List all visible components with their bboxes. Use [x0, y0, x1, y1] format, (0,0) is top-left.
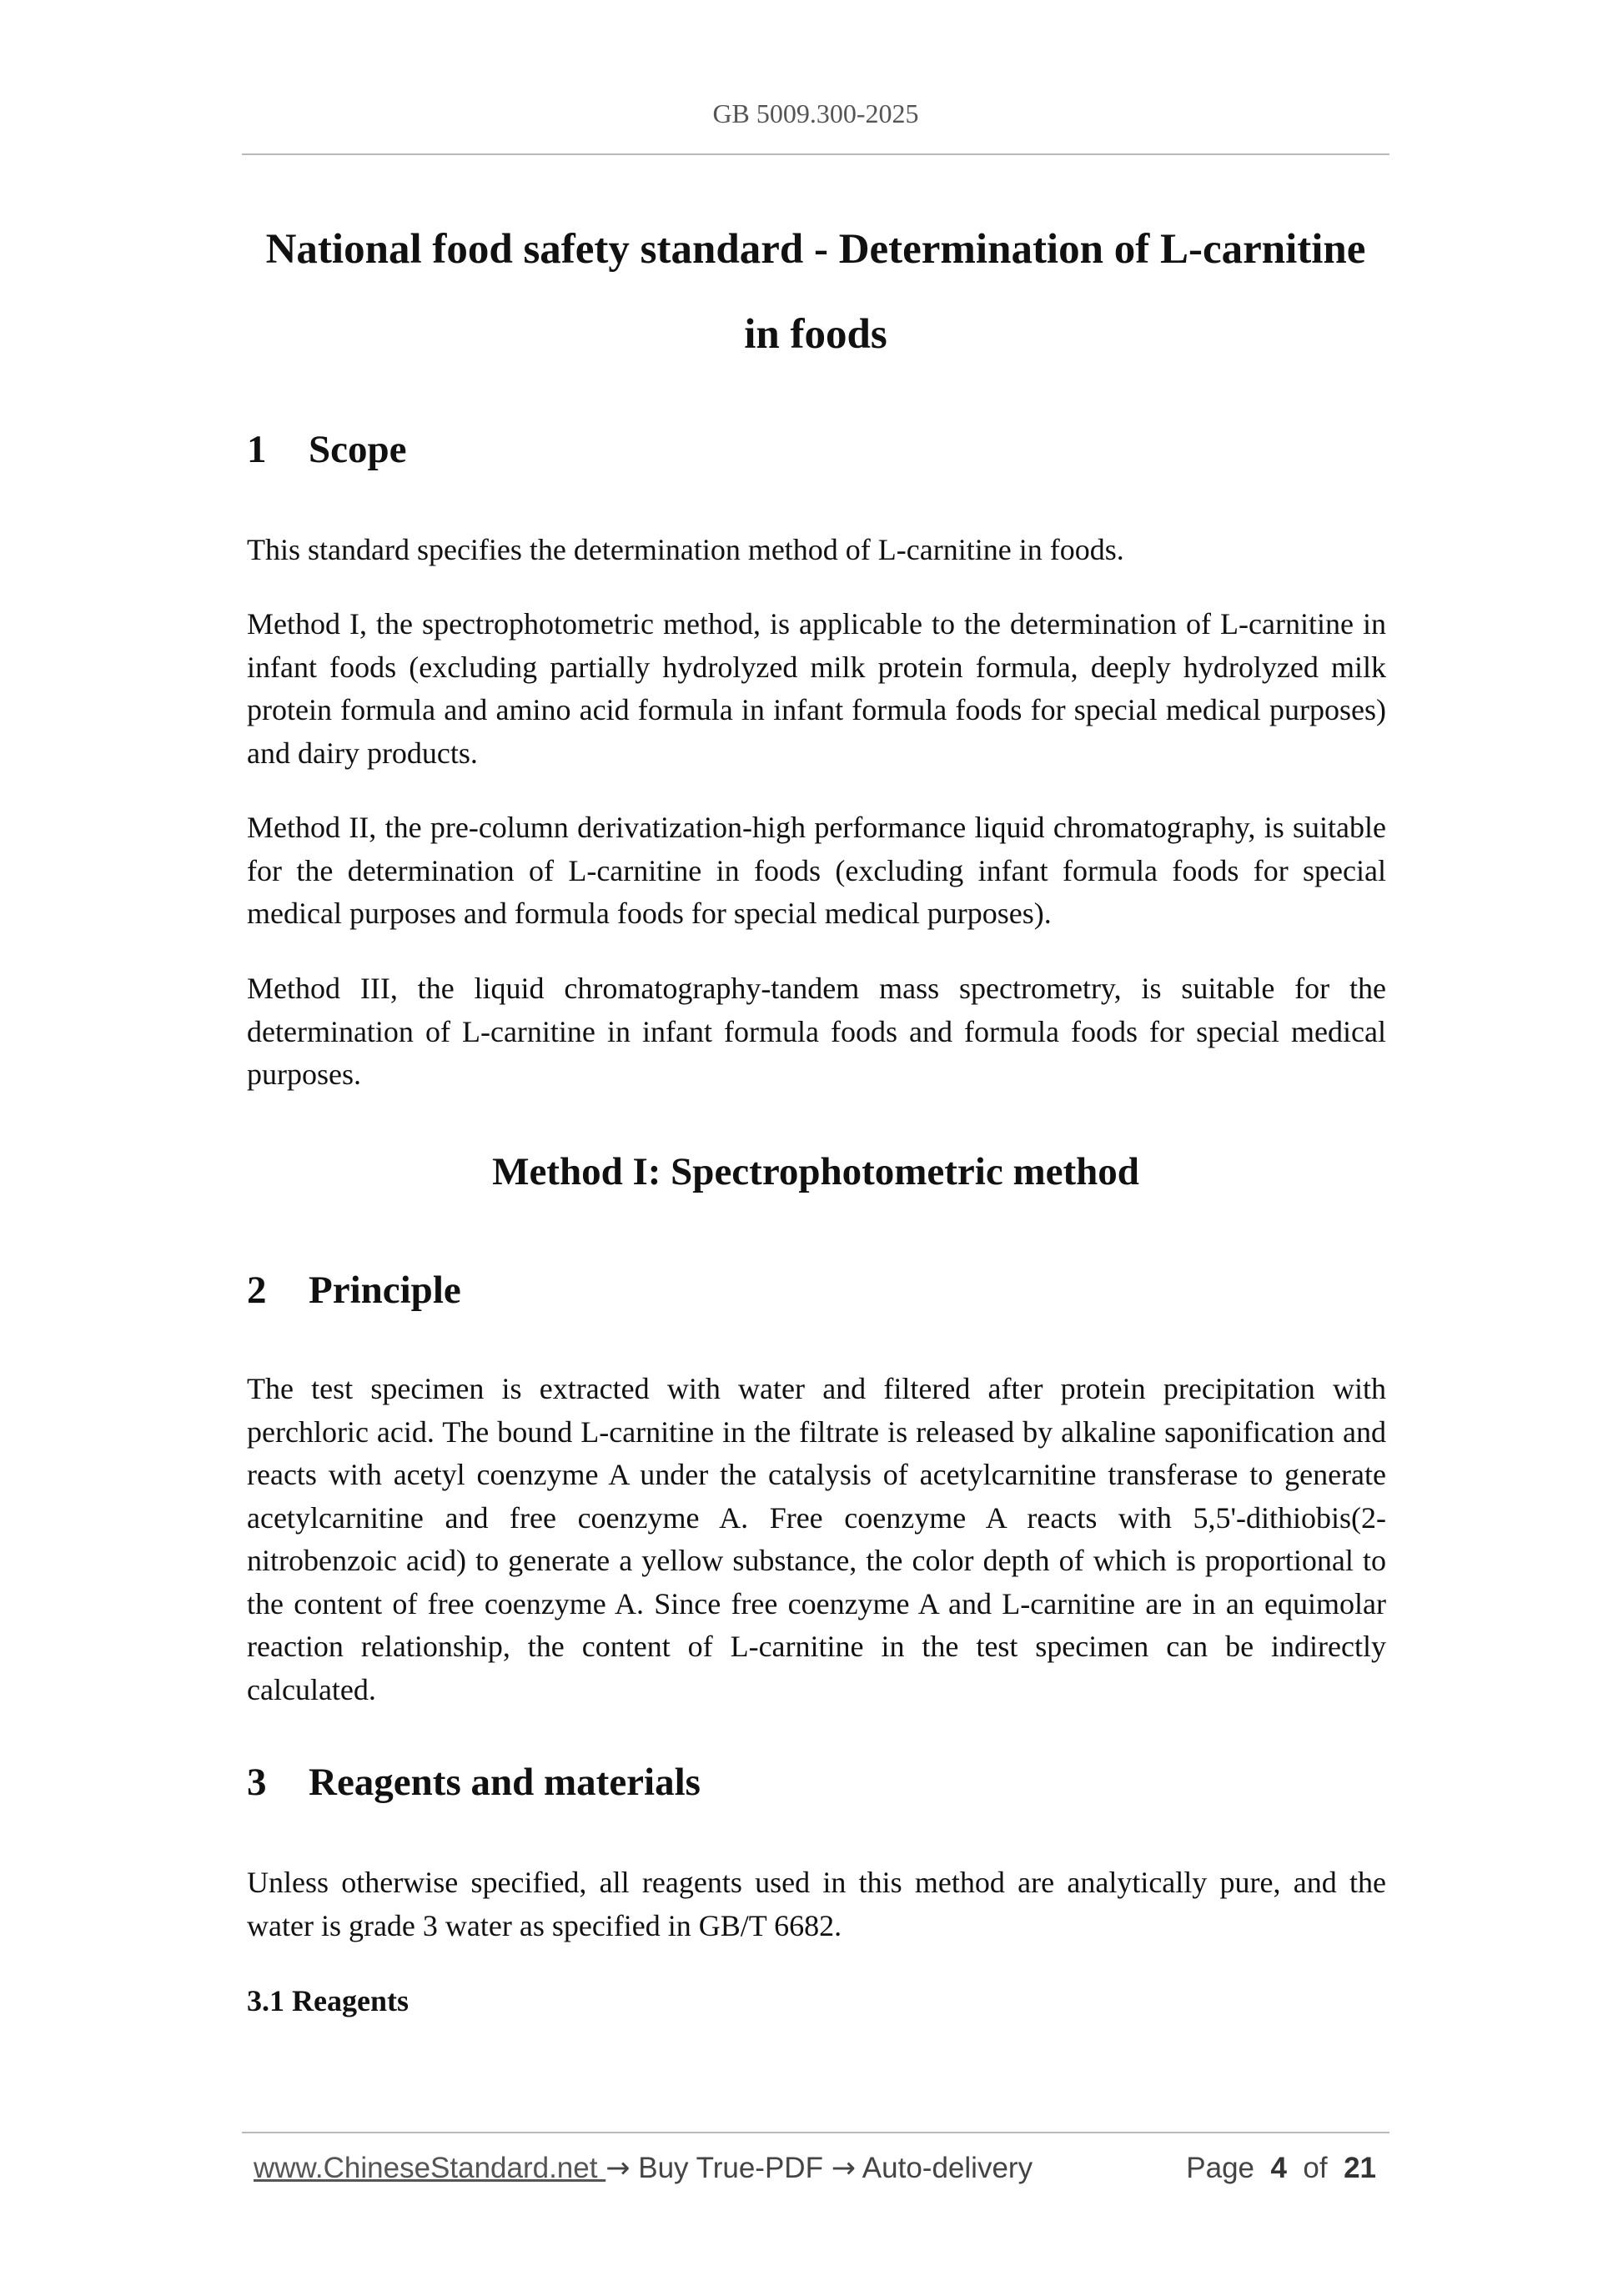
title-line-1: National food safety standard - Determination of L-carnitine: [265, 226, 1366, 273]
standard-code-header: GB 5009.300-2025: [712, 98, 919, 128]
method-title: Method I: Spectrophotometric method: [492, 1150, 1139, 1193]
section-title: Principle: [309, 1269, 461, 1312]
section-heading-principle: [247, 1268, 461, 1313]
scope-paragraph-1: This standard specifies the determination method of L-carnitine in foods.: [247, 533, 1124, 566]
current-page-number: 4: [1270, 2152, 1287, 2184]
principle-paragraph: The test specimen is extracted with water and filtered after protein precipitation with perchloric acid. The bound L-carnitine in the filtrate is released by alkaline saponification and reacts with acetyl coenzyme A under the catalysis of acetylcarnitine transferase to generate acetylcarnitine and free coenzyme A. Free coenzyme A reacts with 5,5'-dithiobis(2-nitrobenzoic acid) to generate a yellow substance, the color depth of which is proportional to the content of free coenzyme A. Since free coenzyme A and L-carnitine are in an equimolar reaction relationship, the content of L-carnitine in the test specimen can be indirectly calculated.: [247, 1372, 1386, 1706]
footer-left: [254, 2152, 1033, 2185]
page-word: Page: [1186, 2152, 1255, 2184]
section-number: 2: [247, 1269, 267, 1312]
scope-paragraph-3: Method II, the pre-column derivatization-high performance liquid chromatography, is suitable for the determination of L-carnitine in foods (excluding infant formula foods for special medical purposes and formula foods for special medical purposes).: [247, 811, 1386, 930]
section-title: Scope: [309, 428, 407, 471]
page-footer: [254, 2152, 1376, 2193]
chinese-standard-link[interactable]: www.ChineseStandard.net: [254, 2152, 606, 2184]
document-title: [242, 207, 1389, 377]
title-line-2: in foods: [744, 311, 887, 358]
scope-paragraph-2: Method I, the spectrophotometric method, is applicable to the determination of L-carnitine in infant foods (excluding partially hydrolyzed milk protein formula, deeply hydrolyzed milk protein formula and amino acid formula in infant formula foods for special medical purposes) and dairy products.: [247, 607, 1386, 770]
auto-delivery-text: Auto-delivery: [856, 2152, 1033, 2184]
reagents-paragraph: Unless otherwise specified, all reagents used in this method are analytically pure, and the water is grade 3 water as specified in GB/T 6682.: [247, 1866, 1386, 1942]
of-word: of: [1303, 2152, 1328, 2184]
section-number: 1: [247, 428, 267, 471]
arrow-right-icon: →: [605, 2152, 631, 2185]
header-divider: [242, 153, 1389, 155]
page-indicator: [1186, 2152, 1376, 2185]
section-heading-reagents: [247, 1760, 701, 1805]
subsection-heading-reagents: 3.1 Reagents: [247, 1984, 409, 2017]
section-number: 3: [247, 1761, 267, 1804]
footer-divider: [242, 2132, 1389, 2133]
arrow-right-icon: →: [831, 2152, 857, 2185]
buy-true-pdf-text: Buy True-PDF: [630, 2152, 832, 2184]
section-title: Reagents and materials: [309, 1761, 701, 1804]
section-heading-scope: [247, 427, 407, 472]
total-pages-number: 21: [1344, 2152, 1376, 2184]
scope-paragraph-4: Method III, the liquid chromatography-tandem mass spectrometry, is suitable for the determination of L-carnitine in infant formula foods and formula foods for special medical purposes.: [247, 972, 1386, 1091]
